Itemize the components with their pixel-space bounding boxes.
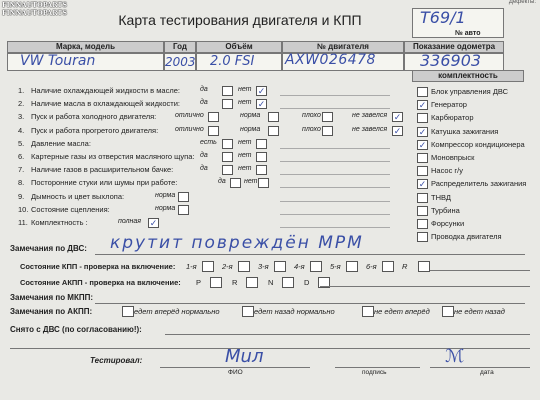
question-text: Состояние сцепления:	[31, 204, 110, 214]
option-checkbox[interactable]	[178, 205, 189, 215]
hdr-engine-no: № двигателя	[282, 41, 404, 53]
option-checkbox[interactable]: ✓	[257, 86, 266, 96]
kpp-gear-checkbox[interactable]	[202, 261, 214, 272]
option-label: нет	[238, 165, 252, 173]
remarks-akpp-label: Замечания по АКПП:	[10, 307, 93, 316]
question-line	[280, 187, 390, 188]
option-label: нет	[244, 178, 258, 186]
completeness-checkbox[interactable]	[417, 87, 428, 97]
completeness-label: Карбюратор	[431, 113, 474, 123]
completeness-checkbox[interactable]	[417, 206, 428, 216]
option-checkbox[interactable]	[208, 112, 219, 122]
option-label: нет	[238, 86, 252, 93]
question-number: 4.	[18, 125, 25, 135]
akpp-remark-checkbox[interactable]	[242, 306, 254, 317]
question-line	[280, 201, 390, 202]
hdr-volume: Объём	[196, 41, 282, 53]
akpp-gear-label: D	[304, 278, 310, 287]
date-signature: ℳ	[445, 346, 465, 367]
kpp-gear-checkbox[interactable]	[346, 261, 358, 272]
akpp-line	[320, 286, 530, 287]
option-checkbox[interactable]	[222, 139, 233, 149]
completeness-checkbox[interactable]: ✓	[418, 126, 427, 137]
option-label: да	[200, 152, 208, 159]
completeness-checkbox[interactable]: ✓	[418, 139, 427, 150]
kpp-gear-label: 4-я	[294, 262, 305, 271]
completeness-checkbox[interactable]	[417, 193, 428, 203]
kpp-gear-label: 2-я	[222, 262, 233, 271]
question-number: 9.	[18, 191, 25, 201]
option-label: нет	[238, 138, 252, 146]
option-checkbox[interactable]: ✓	[149, 218, 158, 228]
kpp-label: Состояние КПП - проверка на включение:	[20, 262, 176, 271]
volume-value: 2.0 FSI	[210, 54, 255, 69]
option-checkbox[interactable]	[230, 178, 241, 188]
option-label: нет	[238, 99, 252, 107]
option-label: есть	[200, 138, 217, 146]
kpp-gear-label: 6-я	[366, 262, 377, 271]
kpp-gear-checkbox[interactable]	[382, 261, 394, 272]
option-label: да	[200, 99, 208, 107]
akpp-remark-checkbox[interactable]	[122, 306, 134, 317]
option-checkbox[interactable]	[178, 192, 189, 202]
question-line	[280, 161, 390, 162]
akpp-remark-checkbox[interactable]	[362, 306, 374, 317]
completeness-label: Насос г/у	[431, 166, 463, 176]
akpp-remark-label: едет вперёд нормально	[134, 307, 220, 316]
option-checkbox[interactable]	[208, 126, 219, 136]
completeness-header: комплектность	[412, 70, 524, 82]
option-label: да	[200, 165, 208, 173]
completeness-label: Компрессор кондиционера	[431, 139, 525, 149]
engine-no-value: AXW026478	[285, 52, 376, 68]
completeness-checkbox[interactable]	[417, 166, 428, 176]
option-label: да	[200, 86, 208, 93]
akpp-remark-label: не едет назад	[454, 307, 505, 316]
question-line	[280, 108, 390, 109]
option-label: не завелся	[352, 112, 388, 120]
option-label: плохо	[302, 125, 321, 133]
question-line	[280, 214, 390, 215]
akpp-label: Состояние АКПП - проверка на включение:	[20, 278, 181, 287]
option-label: отлично	[175, 125, 204, 133]
question-text: Дымность и цвет выхлопа:	[31, 191, 125, 201]
completeness-label: Генератор	[431, 100, 467, 110]
option-label: норма	[155, 191, 176, 199]
option-label: нет	[238, 152, 252, 159]
question-text: Наличие газов в расширительном бачке:	[31, 165, 174, 175]
completeness-label: ТНВД	[431, 192, 451, 202]
sig-line-date	[430, 367, 530, 368]
remarks-engine-line	[95, 254, 525, 255]
option-checkbox[interactable]	[222, 152, 233, 162]
option-label: не завелся	[352, 125, 388, 133]
question-line	[280, 95, 390, 96]
akpp-gear-label: N	[268, 278, 274, 287]
hdr-model: Марка, модель	[7, 41, 164, 53]
akpp-remark-label: не едет вперёд	[374, 307, 430, 316]
akpp-gear-checkbox[interactable]	[282, 277, 294, 288]
sig-label-name: ФИО	[228, 369, 243, 376]
option-checkbox[interactable]	[258, 178, 269, 188]
question-number: 1.	[18, 86, 25, 95]
option-label: да	[218, 178, 226, 186]
question-number: 2.	[18, 99, 25, 109]
question-text: Пуск и работа холодного двигателя:	[31, 112, 157, 122]
option-checkbox[interactable]	[256, 152, 267, 162]
option-checkbox[interactable]	[222, 99, 233, 109]
question-text: Комплектность :	[31, 218, 88, 227]
sig-label-date: дата	[480, 369, 494, 376]
question-line	[280, 148, 390, 149]
question-text: Наличие масла в охлаждающей жидкости:	[31, 99, 180, 109]
question-text: Пуск и работа прогретого двигателя:	[31, 125, 159, 135]
option-checkbox[interactable]	[322, 112, 333, 122]
remarks-engine-value: крутит повреждён МРМ	[110, 233, 364, 253]
completeness-checkbox[interactable]	[417, 113, 428, 123]
kpp-gear-label: R	[402, 262, 408, 271]
completeness-label: Форсунки	[431, 219, 465, 228]
option-checkbox[interactable]	[222, 165, 233, 175]
kpp-gear-label: 3-я	[258, 262, 269, 271]
completeness-label: Проводка двигателя	[431, 232, 502, 242]
auto-no-value: T69/1	[420, 8, 466, 27]
question-number: 5.	[18, 138, 25, 148]
remarks-mkpp-label: Замечания по МКПП:	[10, 293, 94, 302]
question-number: 6.	[18, 152, 25, 161]
option-checkbox[interactable]: ✓	[393, 112, 402, 123]
sig-line-sign	[335, 367, 420, 368]
option-label: норма	[155, 204, 176, 212]
question-text: Давление масла:	[31, 138, 91, 148]
page-title: Карта тестирования двигателя и КПП	[118, 12, 362, 28]
question-number: 10.	[18, 204, 29, 214]
option-checkbox[interactable]	[256, 139, 267, 149]
removed-label: Снято с ДВС (по согласованию!):	[10, 325, 142, 334]
kpp-gear-checkbox[interactable]	[310, 261, 322, 272]
kpp-gear-checkbox[interactable]	[418, 261, 430, 272]
question-number: 7.	[18, 165, 25, 175]
tested-label: Тестировал:	[90, 356, 143, 365]
question-line	[280, 227, 390, 228]
option-label: норма	[240, 125, 261, 133]
model-value: VW Touran	[20, 53, 96, 69]
sig-label-sign: подпись	[362, 369, 387, 376]
option-label: плохо	[302, 112, 321, 120]
odometer-value: 336903	[420, 51, 482, 70]
option-checkbox[interactable]	[222, 86, 233, 96]
akpp-remark-label: едет назад нормально	[254, 307, 335, 316]
option-label: норма	[240, 112, 261, 120]
question-number: 11.	[18, 218, 28, 227]
question-text: Картерные газы из отверстия масляного щупа:	[31, 152, 195, 161]
kpp-gear-label: 1-я	[186, 262, 197, 271]
completeness-checkbox[interactable]: ✓	[418, 100, 427, 111]
kpp-line	[430, 270, 530, 271]
hdr-odometer: Показание одометра	[404, 41, 504, 53]
tester-signature: Мuл	[225, 346, 264, 367]
akpp-gear-label: P	[196, 278, 202, 287]
completeness-label: Моновпрыск	[431, 153, 475, 162]
watermark-logo: FINNAUTOPARTS FINNAUTOPARTS	[2, 1, 68, 17]
option-checkbox[interactable]	[268, 112, 279, 122]
akpp-gear-label: R	[232, 278, 238, 287]
question-line	[280, 174, 390, 175]
option-checkbox[interactable]: ✓	[393, 125, 402, 136]
remarks-engine-label: Замечания по ДВС:	[10, 244, 87, 253]
option-checkbox[interactable]	[322, 126, 333, 136]
kpp-gear-checkbox[interactable]	[238, 261, 250, 272]
completeness-label: Блок управления ДВС	[431, 87, 509, 96]
completeness-checkbox[interactable]	[417, 153, 428, 163]
question-text: Наличие охлаждающей жидкости в масле:	[31, 86, 180, 95]
removed-line	[165, 334, 530, 335]
question-number: 3.	[18, 112, 25, 122]
corner-label: Дефекты:	[508, 0, 536, 5]
remarks-mkpp-line	[95, 303, 525, 304]
option-label: отлично	[175, 112, 204, 120]
completeness-label: Катушка зажигания	[431, 126, 499, 136]
year-value: 2003	[165, 55, 196, 69]
completeness-label: Турбина	[431, 205, 460, 215]
kpp-gear-label: 5-я	[330, 262, 341, 271]
question-text: Посторонние стуки или шумы при работе:	[31, 178, 178, 188]
akpp-gear-checkbox[interactable]	[210, 277, 222, 288]
akpp-gear-checkbox[interactable]	[246, 277, 258, 288]
kpp-gear-checkbox[interactable]	[274, 261, 286, 272]
completeness-label: Распределитель зажигания	[431, 179, 527, 189]
question-number: 8.	[18, 178, 25, 188]
auto-no-label: № авто	[455, 30, 481, 37]
option-checkbox[interactable]: ✓	[257, 99, 266, 110]
sig-line-name	[160, 367, 310, 368]
option-checkbox[interactable]	[268, 126, 279, 136]
hdr-year: Год	[164, 41, 196, 53]
option-checkbox[interactable]	[256, 165, 267, 175]
akpp-remark-checkbox[interactable]	[442, 306, 454, 317]
option-label: полная	[118, 218, 142, 225]
completeness-checkbox[interactable]	[417, 219, 428, 229]
completeness-checkbox[interactable]	[417, 232, 428, 242]
completeness-checkbox[interactable]: ✓	[418, 179, 427, 190]
